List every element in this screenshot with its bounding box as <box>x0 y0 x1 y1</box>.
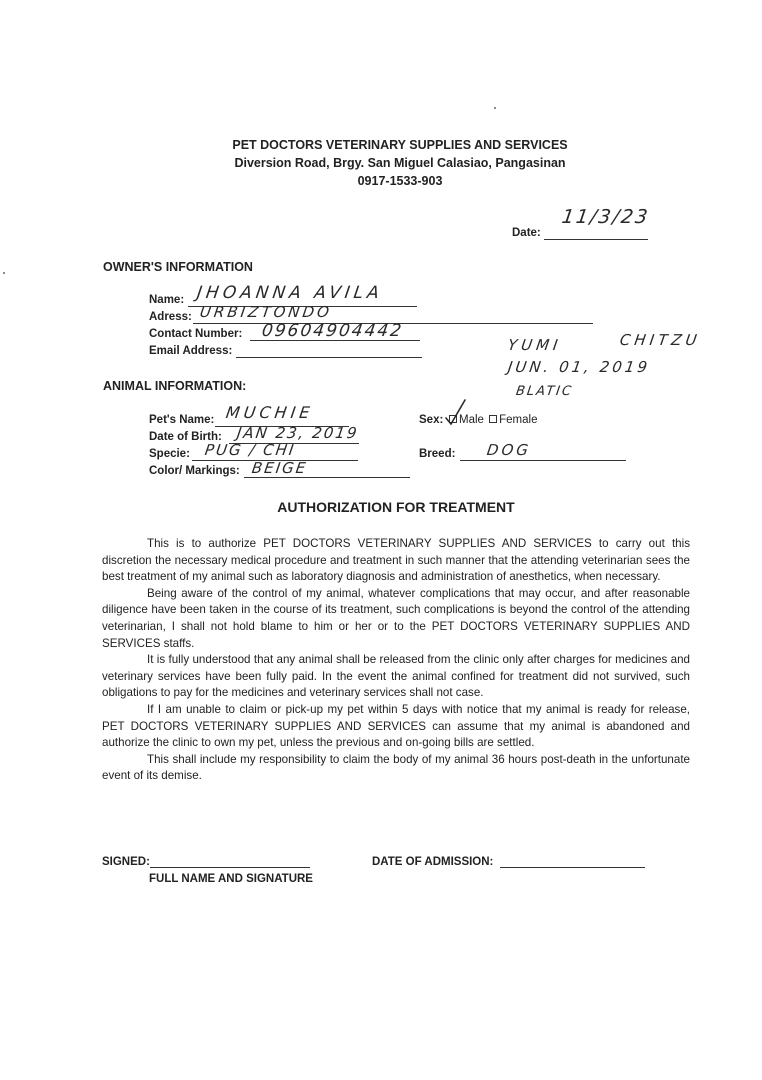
pet-name-value: MUCHIE <box>224 403 315 422</box>
pet-name-label: Pet's Name: <box>149 414 215 426</box>
color-line <box>244 477 410 478</box>
date-line <box>544 239 648 240</box>
owner-contact-value: 09604904442 <box>260 321 405 341</box>
dob-label: Date of Birth: <box>149 431 222 443</box>
authorization-paragraph: If I am unable to claim or pick-up my pet within 5 days with notice that my animal is ready for release, PET DOCTORS VETERINARY SUPPLIES AND SERVICES can assume that my animal is abandoned and authorize the clinic to own my pet, unless the previous and on-going bills are settled. <box>102 702 690 750</box>
authorization-paragraph: It is fully understood that any animal shall be released from the clinic only after charges for medicines and veterinary services have been fully paid. In the event the animal confined for treatment did not survived, such obligations to pay for the medicines and veterinary services shall not case. <box>102 653 690 700</box>
note-chitzu: CHITZU <box>618 331 702 349</box>
authorization-body <box>102 536 690 785</box>
note-yumi: YUMI <box>506 336 563 354</box>
sex-label: Sex: <box>419 414 444 426</box>
breed-line <box>460 460 626 461</box>
admission-line <box>500 867 645 868</box>
breed-label: Breed: <box>419 448 456 460</box>
authorization-paragraph: This is to authorize PET DOCTORS VETERINARY SUPPLIES AND SERVICES to carry out this discretion the necessary medical procedure and treatment in such manner that the attending veterinarian sees the best treatment of my animal such as laboratory diagnosis and administration of anesthetics, when necessary. <box>102 537 690 584</box>
dob-value: JAN 23, 2019 <box>235 424 360 442</box>
note-birthdate: JUN. 01, 2019 <box>506 358 652 376</box>
male-option-label: Male <box>459 414 484 426</box>
clinic-address: Diversion Road, Brgy. San Miguel Calasiao, Pangasinan <box>234 156 566 170</box>
check-mark-icon <box>444 398 468 426</box>
owner-address-label: Adress: <box>149 311 192 323</box>
specie-value: PUG / CHI <box>203 441 297 459</box>
owner-contact-label: Contact Number: <box>149 328 243 340</box>
color-label: Color/ Markings: <box>149 465 240 477</box>
signature-line <box>150 867 310 868</box>
note-blatic: BLATIC <box>514 384 575 399</box>
signed-label: SIGNED: <box>102 856 150 868</box>
owner-email-label: Email Address: <box>149 345 233 357</box>
scan-speck <box>494 107 496 109</box>
specie-label: Specie: <box>149 448 190 460</box>
admission-label: DATE OF ADMISSION: <box>372 856 494 868</box>
owner-email-line <box>236 357 422 358</box>
scan-speck <box>3 272 5 274</box>
authorization-paragraph: Being aware of the control of my animal, whatever complications that may occur, and after reasonable diligence have been taken in the course of its treatment, such complications is beyond the control of the attending veterinarian, I shall not hold blame to him or her or to the PET DOCTORS VETERINARY SUPPLIES AND SERVICES staffs. <box>102 586 690 650</box>
color-value: BEIGE <box>250 459 309 477</box>
female-checkbox[interactable] <box>489 415 497 423</box>
owner-heading: OWNER'S INFORMATION <box>103 260 253 274</box>
signature-caption: FULL NAME AND SIGNATURE <box>149 873 313 885</box>
clinic-phone: 0917-1533-903 <box>357 174 443 188</box>
female-option-label: Female <box>499 414 538 426</box>
animal-heading: ANIMAL INFORMATION: <box>103 379 247 393</box>
breed-value: DOG <box>485 441 533 459</box>
date-value: 11/3/23 <box>560 206 651 228</box>
owner-address-value: URBIZTONDO <box>198 303 334 321</box>
date-label: Date: <box>512 227 541 239</box>
authorization-title: AUTHORIZATION FOR TREATMENT <box>277 499 515 515</box>
authorization-paragraph: This shall include my responsibility to claim the body of my animal 36 hours post-death in the unfortunate event of its demise. <box>102 752 690 783</box>
owner-name-label: Name: <box>149 294 185 306</box>
owner-name-value: JHOANNA AVILA <box>195 283 385 303</box>
clinic-name: PET DOCTORS VETERINARY SUPPLIES AND SERVICES <box>232 138 568 152</box>
